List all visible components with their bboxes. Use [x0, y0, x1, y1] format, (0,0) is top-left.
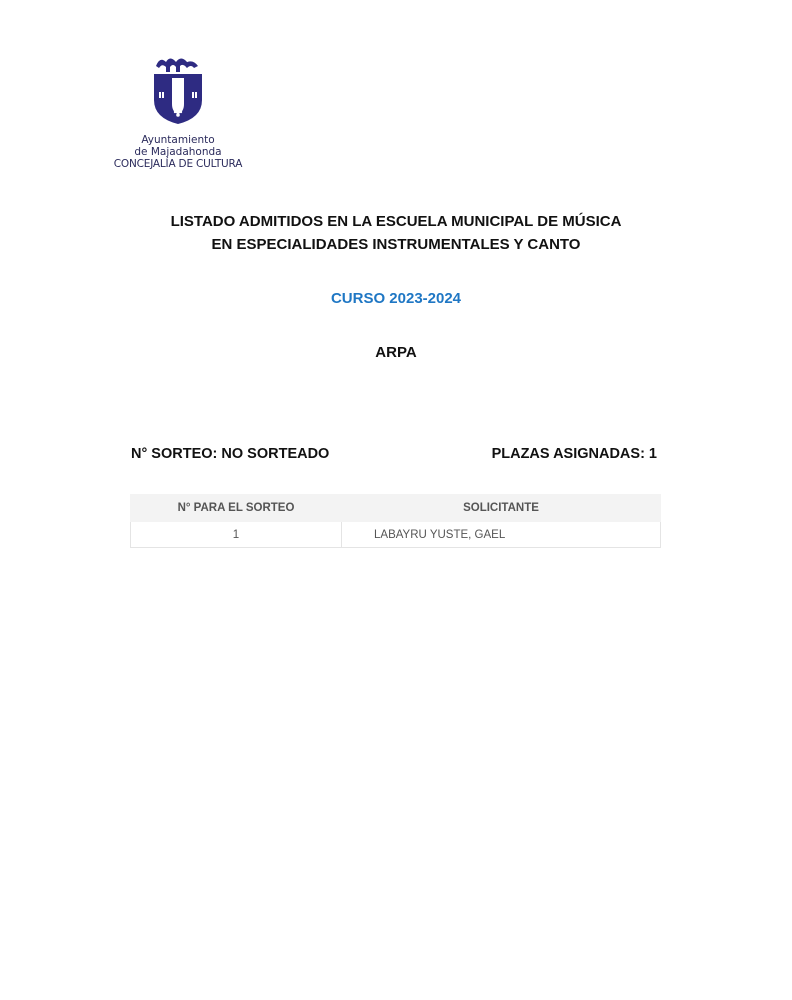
cell-draw-number: 1 [131, 522, 342, 548]
logo-line-3: CONCEJALÍA DE CULTURA [113, 158, 243, 170]
admitted-table [130, 494, 661, 548]
table-row [131, 522, 661, 548]
logo-text [108, 134, 248, 170]
document-title-line-2: EN ESPECIALIDADES INSTRUMENTALES Y CANTO [211, 236, 581, 253]
column-header-applicant: SOLICITANTE [342, 495, 661, 522]
logo-line-1: Ayuntamiento [141, 134, 215, 146]
cell-applicant: LABAYRU YUSTE, GAEL [342, 522, 661, 548]
coat-of-arms-icon [150, 52, 206, 128]
document-title-line-1: LISTADO ADMITIDOS EN LA ESCUELA MUNICIPAL DE MÚSICA [170, 213, 622, 230]
table-header-row [131, 495, 661, 522]
logo-line-2: de Majadahonda [134, 146, 222, 158]
column-header-draw-number: N° PARA EL SORTEO [131, 495, 342, 522]
course-heading: CURSO 2023-2024 [330, 290, 462, 307]
assigned-places-label: PLAZAS ASIGNADAS: 1 [491, 446, 657, 462]
municipal-logo [108, 52, 248, 174]
draw-number-label: N° SORTEO: NO SORTEADO [131, 446, 330, 462]
instrument-heading: ARPA [375, 344, 417, 361]
